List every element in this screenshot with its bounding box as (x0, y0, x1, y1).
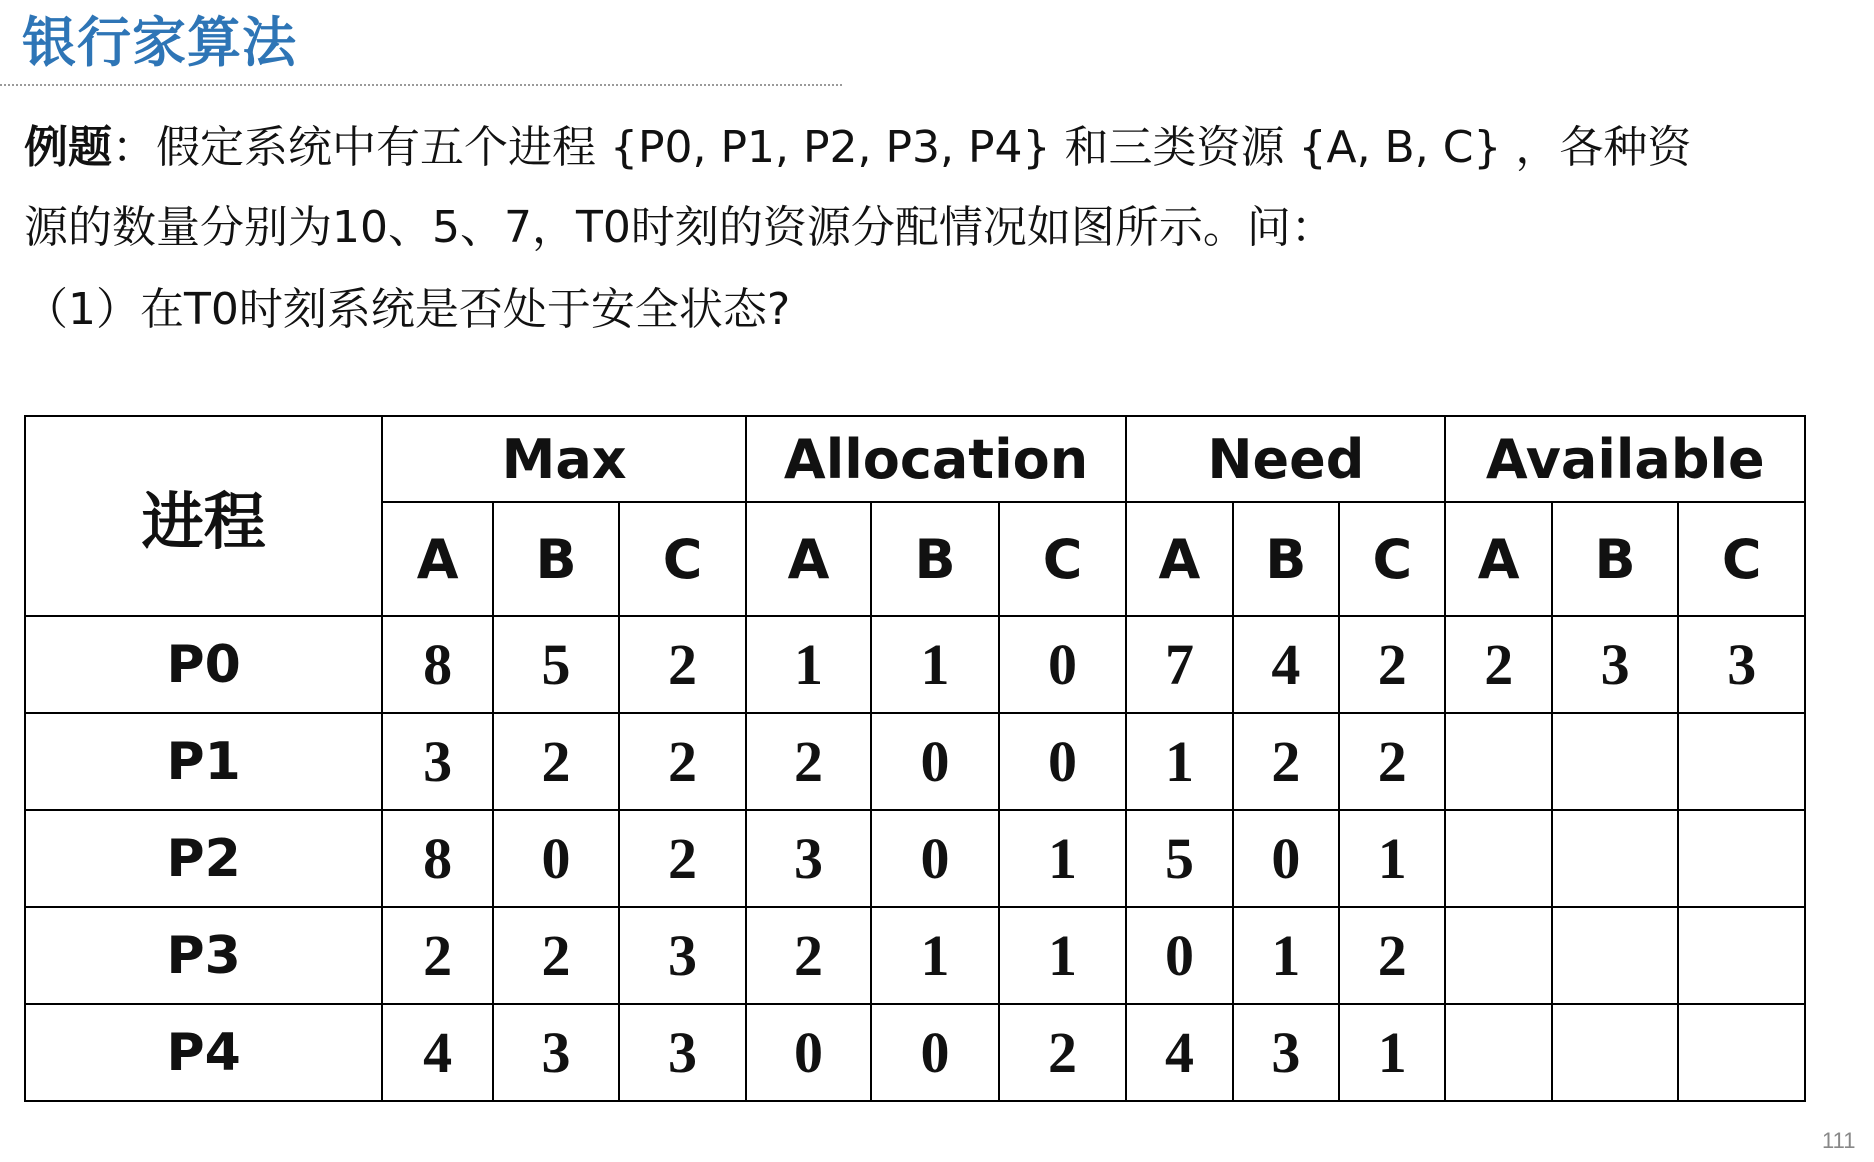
title-divider (0, 84, 842, 86)
need-cell: 2 (1339, 713, 1445, 810)
resource-header: C (999, 502, 1126, 616)
allocation-cell: 0 (871, 1004, 998, 1101)
allocation-cell: 0 (999, 616, 1126, 713)
allocation-cell: 0 (871, 713, 998, 810)
max-cell: 3 (382, 713, 492, 810)
table-body (25, 616, 1805, 1101)
resource-header: A (1445, 502, 1551, 616)
resource-header: C (1339, 502, 1445, 616)
allocation-cell: 1 (999, 810, 1126, 907)
group-header-max: Max (382, 416, 745, 502)
table-row (25, 713, 1805, 810)
max-cell: 2 (619, 810, 746, 907)
process-name-cell: P1 (25, 713, 382, 810)
max-cell: 2 (493, 713, 619, 810)
process-name-cell: P3 (25, 907, 382, 1004)
max-cell: 8 (382, 810, 492, 907)
allocation-cell: 1 (871, 907, 998, 1004)
resource-header: C (1678, 502, 1805, 616)
need-cell: 3 (1233, 1004, 1339, 1101)
need-cell: 4 (1126, 1004, 1232, 1101)
available-cell (1678, 810, 1805, 907)
available-cell (1445, 713, 1551, 810)
allocation-table (24, 415, 1806, 1102)
max-cell: 5 (493, 616, 619, 713)
max-cell: 8 (382, 616, 492, 713)
allocation-cell: 1 (746, 616, 871, 713)
available-cell (1445, 907, 1551, 1004)
process-name-cell: P4 (25, 1004, 382, 1101)
need-cell: 0 (1126, 907, 1232, 1004)
max-cell: 0 (493, 810, 619, 907)
group-header-available: Available (1445, 416, 1805, 502)
available-cell (1445, 810, 1551, 907)
need-cell: 7 (1126, 616, 1232, 713)
need-cell: 2 (1339, 616, 1445, 713)
process-name-cell: P2 (25, 810, 382, 907)
allocation-cell: 1 (871, 616, 998, 713)
max-cell: 2 (619, 616, 746, 713)
problem-line-1 (24, 118, 1691, 178)
need-cell: 1 (1339, 1004, 1445, 1101)
table-header-row-1 (25, 416, 1805, 502)
allocation-cell: 0 (746, 1004, 871, 1101)
allocation-cell: 0 (871, 810, 998, 907)
allocation-cell: 2 (999, 1004, 1126, 1101)
available-cell (1552, 1004, 1678, 1101)
problem-line-2: 源的数量分别为10、5、7，T0时刻的资源分配情况如图所示。问： (24, 202, 1335, 253)
resource-header: B (493, 502, 619, 616)
process-name-cell: P0 (25, 616, 382, 713)
problem-label: 例题 (24, 122, 112, 173)
group-header-allocation: Allocation (746, 416, 1126, 502)
available-cell: 3 (1552, 616, 1678, 713)
need-cell: 1 (1339, 810, 1445, 907)
resource-header: B (1552, 502, 1678, 616)
available-cell: 3 (1678, 616, 1805, 713)
problem-text-1: ：假定系统中有五个进程 {P0, P1, P2, P3, P4} 和三类资源 {A, B, C} ，各种资 (112, 122, 1692, 173)
available-cell (1678, 713, 1805, 810)
allocation-cell: 1 (999, 907, 1126, 1004)
resource-header: A (1126, 502, 1232, 616)
resource-header: C (619, 502, 746, 616)
need-cell: 2 (1233, 713, 1339, 810)
available-cell (1552, 810, 1678, 907)
allocation-cell: 0 (999, 713, 1126, 810)
resource-header: A (746, 502, 871, 616)
table-row (25, 810, 1805, 907)
available-cell (1678, 1004, 1805, 1101)
table-row (25, 1004, 1805, 1101)
table-row (25, 907, 1805, 1004)
page-number: 111 (1822, 1128, 1856, 1153)
resource-header: B (871, 502, 998, 616)
question-1: （1）在T0时刻系统是否处于安全状态? (24, 284, 791, 335)
need-cell: 5 (1126, 810, 1232, 907)
available-cell (1552, 907, 1678, 1004)
need-cell: 4 (1233, 616, 1339, 713)
available-cell (1445, 1004, 1551, 1101)
resource-header: B (1233, 502, 1339, 616)
max-cell: 3 (493, 1004, 619, 1101)
allocation-cell: 2 (746, 713, 871, 810)
available-cell (1678, 907, 1805, 1004)
max-cell: 3 (619, 907, 746, 1004)
need-cell: 2 (1339, 907, 1445, 1004)
allocation-cell: 3 (746, 810, 871, 907)
max-cell: 3 (619, 1004, 746, 1101)
need-cell: 0 (1233, 810, 1339, 907)
available-cell: 2 (1445, 616, 1551, 713)
resource-header: A (382, 502, 492, 616)
group-header-need: Need (1126, 416, 1445, 502)
max-cell: 2 (382, 907, 492, 1004)
slide-title: 银行家算法 (22, 11, 297, 74)
need-cell: 1 (1126, 713, 1232, 810)
process-column-header: 进程 (25, 416, 382, 616)
max-cell: 2 (619, 713, 746, 810)
allocation-cell: 2 (746, 907, 871, 1004)
max-cell: 4 (382, 1004, 492, 1101)
need-cell: 1 (1233, 907, 1339, 1004)
max-cell: 2 (493, 907, 619, 1004)
table-row (25, 616, 1805, 713)
available-cell (1552, 713, 1678, 810)
